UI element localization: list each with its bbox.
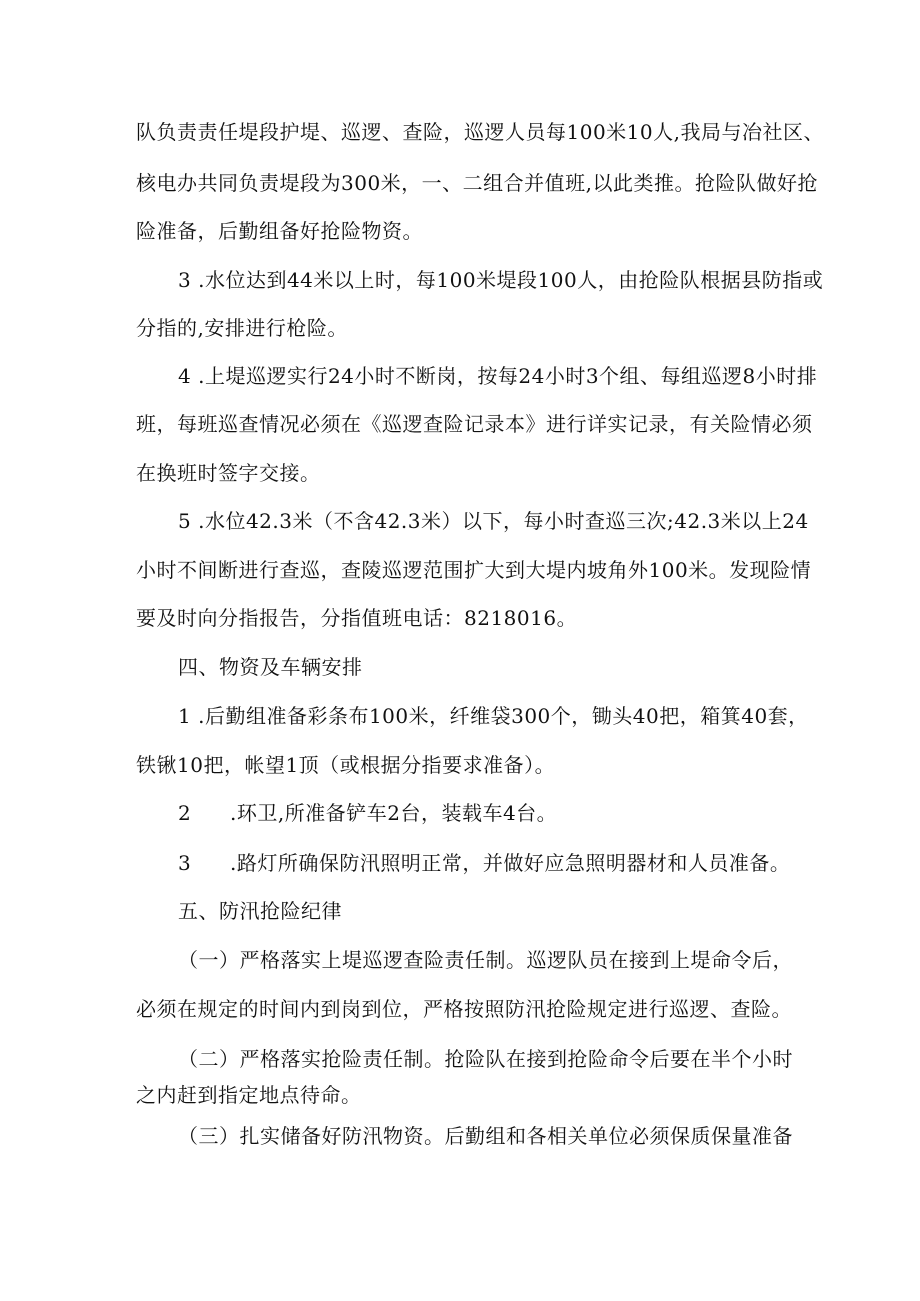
paragraph-line: 险准备，后勤组备好抢险物资。	[136, 219, 423, 243]
section-heading: 四、物资及车辆安排	[178, 655, 363, 679]
paragraph-line: 铁锹10把，帐望1顶（或根据分指要求准备）。	[136, 753, 556, 777]
paragraph-line: 之内赶到指定地点待命。	[136, 1083, 362, 1107]
paragraph-line: （二）严格落实抢险责任制。抢险队在接到抢险命令后要在半个小时	[178, 1047, 793, 1071]
paragraph-line: 必须在规定的时间内到岗到位，严格按照防汛抢险规定进行巡逻、查险。	[136, 997, 792, 1021]
paragraph-line: （三）扎实储备好防汛物资。后勤组和各相关单位必须保质保量准备	[178, 1124, 793, 1148]
paragraph-line: .环卫,所准备铲车2台，装载车4台。	[230, 801, 558, 825]
paragraph-line: （一）严格落实上堤巡逻查险责任制。巡逻队员在接到上堤命令后，	[178, 948, 793, 972]
paragraph-line: 分指的,安排进行枪险。	[136, 316, 348, 340]
paragraph-line: 5 .水位42.3米（不含42.3米）以下，每小时查巡三次;42.3米以上24	[178, 509, 809, 533]
item-number: 2	[178, 801, 192, 825]
paragraph-line: 4 .上堤巡逻实行24小时不断岗，按每24小时3个组、每组巡逻8小时排	[178, 364, 818, 388]
paragraph-line: 在换班时签字交接。	[136, 461, 321, 485]
paragraph-line: 要及时向分指报告，分指值班电话：8218016。	[136, 606, 578, 630]
section-heading: 五、防汛抢险纪律	[178, 899, 342, 923]
paragraph-line: 核电办共同负责堤段为300米，一、二组合并值班,以此类推。抢险队做好抢	[136, 171, 819, 195]
paragraph-line: 1 .后勤组准备彩条布100米，纤维袋300个，锄头40把，箱箕40套，	[178, 704, 809, 728]
paragraph-line: 队负责责任堤段护堤、巡逻、查险，巡逻人员每100米10人,我局与冶社区、	[136, 120, 824, 144]
paragraph-line: .路灯所确保防汛照明正常，并做好应急照明器材和人员准备。	[230, 851, 791, 875]
item-number: 3	[178, 851, 192, 875]
paragraph-line: 3 .水位达到44米以上时，每100米堤段100人，由抢险队根据县防指或	[178, 268, 824, 292]
paragraph-line: 班，每班巡查情况必须在《巡逻查险记录本》进行详实记录，有关险情必须	[136, 412, 813, 436]
paragraph-line: 小时不间断进行查巡，查陵巡逻范围扩大到大堤内坡角外100米。发现险情	[136, 558, 812, 582]
